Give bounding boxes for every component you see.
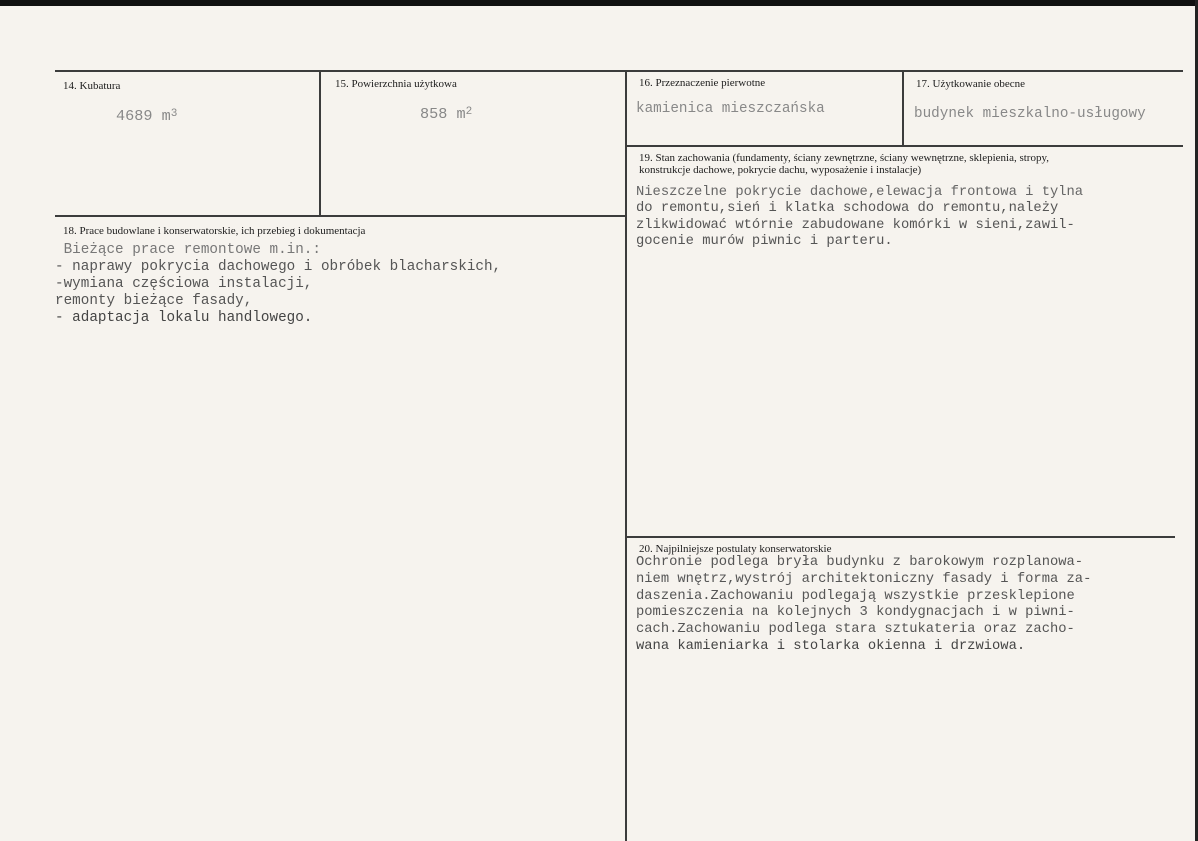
stan-label-line-2: konstrukcje dachowe, pokrycie dachu, wyposażenie i instalacje): [639, 164, 922, 176]
line-above-18: [55, 215, 626, 217]
powierzchnia-unit: m: [456, 105, 466, 123]
stan-line-2: do remontu,sień i klatka schodowa do remontu,należy: [636, 201, 1059, 216]
przeznaczenie-label: 16. Przeznaczenie pierwotne: [639, 77, 766, 89]
postulaty-line-6: wana kamieniarka i stolarka okienna i drzwiowa.: [636, 639, 1026, 654]
kubatura-unit: m: [161, 107, 171, 125]
kubatura-value: [116, 108, 177, 127]
prace-line-5: - adaptacja lokalu handlowego.: [55, 310, 313, 326]
divider-main: [625, 70, 627, 841]
powierzchnia-unit-exponent: 2: [465, 106, 473, 118]
kubatura-number: 4689: [116, 107, 153, 125]
stan-label-line-1: 19. Stan zachowania (fundamenty, ściany zewnętrzne, ściany wewnętrzne, sklepienia, stropy,: [639, 152, 1050, 164]
uzytkowanie-label: 17. Użytkowanie obecne: [916, 78, 1026, 90]
postulaty-line-1: Ochronie podlega bryła budynku z barokowym rozplanowa-: [636, 555, 1084, 570]
scan-top-edge: [0, 0, 1198, 6]
line-above-19: [625, 145, 1183, 147]
powierzchnia-value: [420, 106, 472, 125]
prace-line-1: Bieżące prace remontowe m.in.:: [55, 242, 321, 258]
postulaty-line-2: niem wnętrz,wystrój architektoniczny fasady i forma za-: [636, 572, 1092, 587]
kubatura-label: 14. Kubatura: [63, 80, 121, 92]
prace-line-3: -wymiana częściowa instalacji,: [55, 276, 313, 292]
postulaty-label: 20. Najpilniejsze postulaty konserwatorskie: [639, 543, 832, 555]
powierzchnia-number: 858: [420, 105, 448, 123]
stan-line-1: Nieszczelne pokrycie dachowe,elewacja frontowa i tylna: [636, 185, 1084, 200]
stan-line-3: zlikwidować wtórnie zabudowane komórki w sieni,zawil-: [636, 218, 1075, 233]
postulaty-line-5: cach.Zachowaniu podlega stara sztukateria oraz zacho-: [636, 622, 1075, 637]
stan-line-4: gocenie murów piwnic i parteru.: [636, 234, 893, 249]
prace-label: 18. Prace budowlane i konserwatorskie, ich przebieg i dokumentacja: [63, 225, 366, 237]
kubatura-unit-exponent: 3: [170, 108, 178, 120]
postulaty-line-3: daszenia.Zachowaniu podlegają wszystkie przesklepione: [636, 589, 1075, 604]
line-above-20: [625, 536, 1175, 538]
prace-line-2: - naprawy pokrycia dachowego i obróbek blacharskich,: [55, 259, 502, 275]
divider-14-15: [319, 70, 321, 217]
form-top-line: [55, 70, 1183, 72]
prace-line-4: remonty bieżące fasady,: [55, 293, 253, 309]
powierzchnia-label: 15. Powierzchnia użytkowa: [335, 78, 457, 90]
uzytkowanie-value: budynek mieszkalno-usługowy: [914, 106, 1146, 122]
postulaty-line-4: pomieszczenia na kolejnych 3 kondygnacjach i w piwni-: [636, 605, 1075, 620]
divider-16-17: [902, 70, 904, 146]
przeznaczenie-value: kamienica mieszczańska: [636, 101, 825, 117]
